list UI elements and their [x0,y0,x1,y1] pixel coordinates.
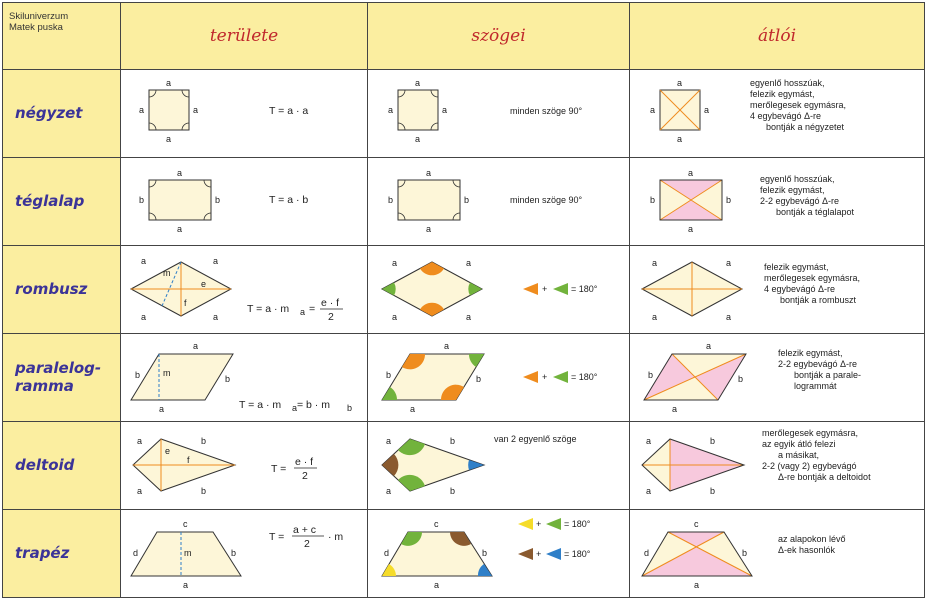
row-label-text: deltoid [15,456,75,475]
side-label: a [466,257,472,268]
row-label-rhombus [3,245,121,333]
side-label-bottom: a [426,223,432,234]
side-label: b [710,485,716,496]
angle-sample-brown [518,548,533,560]
side-label: a [410,403,416,414]
rhombus-angles-cell [368,245,630,333]
parallelogram-area-cell [121,333,368,421]
formula-subscript: a [300,306,306,317]
side-label-right: a [442,104,448,115]
side-label: b [648,369,654,380]
angle-sample-orange [523,371,538,383]
brand-label [9,11,68,33]
formula-numerator: e · f [321,296,340,309]
square-diagonals-cell [630,69,925,157]
side-label: b [231,547,237,558]
side-label-bottom: a [415,133,421,144]
column-header-area [121,3,368,70]
side-label: a [672,403,678,414]
side-label: b [476,373,482,384]
kite-diagonals-cell [630,421,925,509]
formula-equals: = [309,302,316,315]
side-label: a [141,311,147,322]
trapezoid-area-cell [121,509,368,597]
corner-cell [3,3,121,70]
rhombus-area-cell [121,245,368,333]
side-label: c [694,518,699,529]
kite-area-cell [121,421,368,509]
parallelogram-area-formula: T = a · m [239,398,282,411]
parallelogram-shape [131,354,233,400]
side-label: a [137,485,143,496]
side-label: a [141,255,147,266]
formula-numerator: e · f [295,455,314,468]
side-label-left: a [650,104,656,115]
row-label-kite [3,421,121,509]
side-label: b [201,485,207,496]
side-label-top: a [415,77,421,88]
side-label-left: b [388,194,394,205]
trapezoid-angle-note-1: = 180° [564,518,591,529]
angle-sample-green [553,283,568,295]
trapezoid-shape [382,532,492,576]
angle-wedge-blue [468,460,484,470]
formula-middle: = b · m [297,398,330,411]
side-label: a [694,579,700,590]
column-header-diagonals [630,3,925,70]
square-angles-figure [368,70,630,156]
side-label: a [392,257,398,268]
side-label-top: a [166,77,172,88]
column-header-angles [368,3,630,70]
side-label-bottom: a [688,223,694,234]
row-label-text: rombusz [15,280,88,299]
row-label-text: négyzet [15,104,83,123]
side-label: a [646,485,652,496]
side-label: c [183,518,188,529]
formula-subscript: a [292,402,298,413]
row-label-trapezoid [3,509,121,597]
angle-sample-blue [546,548,561,560]
side-label-right: b [464,194,470,205]
side-label: a [213,255,219,266]
angle-wedge-green [468,282,482,295]
parallelogram-angles-cell [368,333,630,421]
square-diagonal-text: egyenlő hosszúak, felezik egymást, merőlegesek egymásra, 4 egybevágó Δ-re bontják a négyzetet [750,77,847,132]
side-label-left: b [139,194,145,205]
plus-sign: + [542,371,548,382]
column-title-angles: szögei [471,25,526,46]
rectangle-angles-figure [368,158,630,244]
parallelogram-diagonal-text: felezik egymást, 2-2 egybevágó Δ-re bontják a parale- logrammát [778,347,862,391]
kite-angle-note: van 2 egyenlő szöge [494,433,577,444]
trapezoid-angles-cell [368,509,630,597]
rectangle-area-formula: T = a · b [269,193,309,206]
row-label-text: trapéz [15,544,70,563]
side-label-top: a [677,77,683,88]
column-title-area: területe [209,25,279,46]
side-label: b [742,547,748,558]
diagonal-e-label: e [201,278,207,289]
square-angles-cell [368,69,630,157]
rectangle-angles-cell [368,157,630,245]
side-label: b [482,547,488,558]
side-label: a [466,311,472,322]
kite-diagonal-text: merőlegesek egymásra, az egyik átló felezi a másikat, 2-2 (vagy 2) egybevágó Δ-re bontják a deltoidot [762,427,871,482]
trapezoid-area-figure [121,510,368,596]
rectangle-shape [398,180,460,220]
side-label-top: a [426,167,432,178]
plus-sign: + [536,548,542,559]
square-shape [149,90,189,130]
side-label: a [706,340,712,351]
side-label: c [434,518,439,529]
formula-subscript: b [347,402,353,413]
height-label: m [163,367,171,378]
angle-sample-yellow [518,518,533,530]
side-label: d [384,547,390,558]
side-label: a [159,403,165,414]
kite-area-formula: T = [271,462,287,475]
formula-numerator: a + c [293,523,317,536]
side-label: a [213,311,219,322]
side-label: d [133,547,139,558]
rectangle-shape [149,180,211,220]
brand-line-1: Skiluniverzum [9,11,69,22]
side-label-right: b [726,194,732,205]
kite-angles-cell [368,421,630,509]
side-label: b [201,435,207,446]
side-label: a [137,435,143,446]
side-label: b [738,373,744,384]
side-label: a [386,485,392,496]
rhombus-area-formula: T = a · m [247,302,290,315]
side-label-left: b [650,194,656,205]
square-area-formula: T = a · a [269,104,309,117]
side-label: b [710,435,716,446]
column-title-diagonals: átlói [757,25,797,46]
row-label-square [3,69,121,157]
side-label: b [135,369,141,380]
diagonal-f-label: f [187,454,190,465]
brand-line-2: Matek puska [9,22,63,33]
plus-sign: + [542,283,548,294]
parallelogram-diagonals-cell [630,333,925,421]
side-label: d [644,547,650,558]
square-area-cell [121,69,368,157]
angle-sample-orange [523,283,538,295]
parallelogram-angle-note: = 180° [571,371,598,382]
rhombus-angle-note: = 180° [571,283,598,294]
side-label: a [392,311,398,322]
rectangle-diagonal-text: egyenlő hosszúak, felezik egymást, 2-2 egybevágó Δ-re bontják a téglalapot [760,173,855,217]
side-label-left: a [388,104,394,115]
side-label: b [225,373,231,384]
side-label-right: a [704,104,710,115]
side-label: a [726,257,732,268]
side-label: a [386,435,392,446]
parallelogram-shape [382,354,484,400]
side-label: a [183,579,189,590]
trapezoid-diagonal-text: az alapokon lévő Δ-ek hasonlók [778,533,846,555]
row-label-text: paralelog- ramma [15,359,102,396]
angle-wedge-green [382,282,396,295]
kite-angles-figure [368,422,630,508]
side-label-right: a [193,104,199,115]
row-label-text: téglalap [15,192,85,211]
side-label: a [652,311,658,322]
side-label: b [386,369,392,380]
formula-tail: · m [328,530,344,543]
plus-sign: + [536,518,542,529]
side-label-bottom: a [177,223,183,234]
formula-denominator: 2 [328,310,334,323]
rhombus-angles-figure [368,246,630,332]
quadrilateral-table [2,2,925,598]
trapezoid-diagonals-cell [630,509,925,597]
height-label: m [184,547,192,558]
side-label: a [726,311,732,322]
parallelogram-area-figure [121,334,368,420]
row-label-rectangle [3,157,121,245]
rectangle-area-cell [121,157,368,245]
trapezoid-angles-figure [368,510,630,596]
parallelogram-angles-figure [368,334,630,420]
side-label-top: a [688,167,694,178]
side-label: b [450,435,456,446]
row-label-parallelogram [3,333,121,421]
side-label-bottom: a [677,133,683,144]
rectangle-area-figure [121,158,368,244]
side-label: a [193,340,199,351]
side-label-right: b [215,194,221,205]
diagonal-f-label: f [184,297,187,308]
side-label: a [646,435,652,446]
formula-denominator: 2 [304,537,310,550]
rhombus-diagonal-text: felezik egymást, merőlegesek egymásra, 4 egybevágó Δ-re bontják a rombuszt [764,261,861,305]
side-label: b [450,485,456,496]
side-label-left: a [139,104,145,115]
side-label-top: a [177,167,183,178]
formula-denominator: 2 [302,469,308,482]
rhombus-area-figure [121,246,368,332]
side-label: a [652,257,658,268]
square-shape [398,90,438,130]
side-label: a [444,340,450,351]
rectangle-angle-note: minden szöge 90° [510,194,583,205]
height-label: m [163,267,171,278]
rhombus-diagonals-cell [630,245,925,333]
rectangle-diagonals-cell [630,157,925,245]
diagonal-e-label: e [165,445,171,456]
kite-area-figure [121,422,368,508]
trapezoid-area-formula: T = [269,530,285,543]
angle-sample-green [553,371,568,383]
square-area-figure [121,70,368,156]
side-label-bottom: a [166,133,172,144]
trapezoid-angle-note-2: = 180° [564,548,591,559]
angle-sample-green [546,518,561,530]
square-angle-note: minden szöge 90° [510,105,583,116]
side-label: a [434,579,440,590]
